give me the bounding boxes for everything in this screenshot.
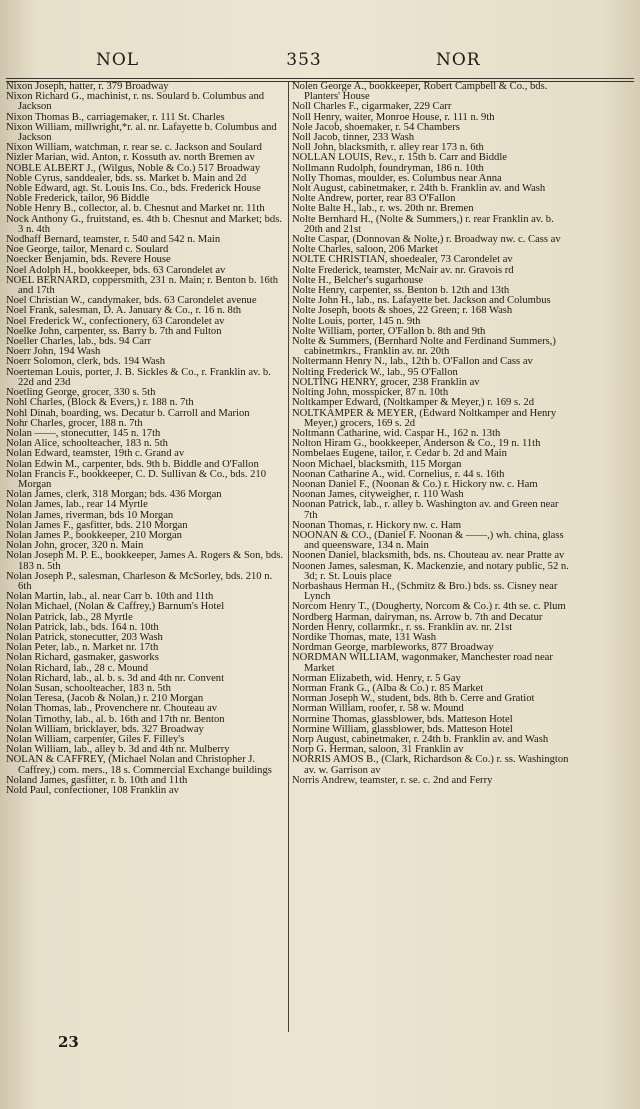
directory-entry: NOONAN & CO., (Daniel F. Noonan & ——,) wh. china, glass and queensware, 134 n. Main <box>292 529 564 552</box>
directory-entry: Noeller Charles, lab., bds. 94 Carr <box>6 336 152 348</box>
directory-entry: Nolan James, riverman, bds 10 Morgan <box>6 509 174 521</box>
directory-entry: Nolan Thomas, lab., Provenchere nr. Chouteau av <box>6 703 218 715</box>
directory-entry: Nolte Andrew, porter, rear 83 O'Fallon <box>292 193 456 205</box>
directory-entry: Nolan Peter, lab., n. Market nr. 17th <box>6 642 159 654</box>
directory-entry: Nolan Edwin M., carpenter, bds. 9th b. Biddle and O'Fallon <box>6 458 259 470</box>
header-rule-top <box>6 78 634 79</box>
directory-entry: Nolly Thomas, moulder, es. Columbus near Anna <box>292 172 502 184</box>
directory-entry: Noerr Solomon, clerk, bds. 194 Wash <box>6 356 166 368</box>
directory-entry: NORRIS AMOS B., (Clark, Richardson & Co.) r. ss. Washington av. w. Garrison av <box>292 754 569 776</box>
directory-entry: Nolan Joseph M. P. E., bookkeeper, James A. Rogers & Son, bds. 183 n. 5th <box>6 550 284 572</box>
directory-entry: Norman Joseph W., student, bds. 8th b. Cerre and Gratiot <box>292 693 535 705</box>
directory-entry: Noonen James, salesman, K. Mackenzie, and notary public, 52 n. 3d; r. St. Louis place <box>292 560 569 582</box>
directory-entry: NORDMAN WILLIAM, wagonmaker, Manchester road near Market <box>292 652 553 674</box>
directory-entry: Nixon Richard G., machinist, r. ns. Soulard b. Columbus and Jackson <box>6 91 265 113</box>
directory-entry: Nixon William, watchman, r. rear se. c. Jackson and Soulard <box>6 142 262 154</box>
signature-mark: 23 <box>58 1033 79 1051</box>
directory-entry: Nixon Thomas B., carriagemaker, r. 111 St. Charles <box>6 111 225 123</box>
directory-entry: Nolton Hiram G., bookkeeper, Anderson & Co., 19 n. 11th <box>292 438 541 450</box>
directory-entry: Nolte Joseph, boots & shoes, 22 Green; r. 168 Wash <box>292 305 513 317</box>
directory-entry: Norp August, cabinetmaker, r. 24th b. Franklin av. and Wash <box>292 734 549 745</box>
directory-entry: Nordman George, marbleworks, 877 Broadway <box>292 642 494 654</box>
directory-entry: Nolte Caspar, (Donnovan & Nolte,) r. Broadway nw. c. Cass av <box>292 234 561 246</box>
directory-entry: Nolan James P., bookkeeper, 210 Morgan <box>6 529 182 541</box>
directory-entry: Nolte Bernhard H., (Nolte & Summers,) r. rear Franklin av. b. 20th and 21st <box>292 213 554 235</box>
directory-entry: Norman Frank G., (Alba & Co.) r. 85 Market <box>292 682 484 694</box>
page-number: 353 <box>286 50 322 70</box>
directory-entry: Nohl Charles, (Block & Evers,) r. 188 n. 7th <box>6 397 194 409</box>
directory-entry: Normine Thomas, glassblower, bds. Matteson Hotel <box>292 713 513 725</box>
directory-entry: Nolan James, lab., rear 14 Myrtle <box>6 499 148 511</box>
directory-entry: Noerteman Louis, porter, J. B. Sickles & Co., r. Franklin av. b. 22d and 23d <box>6 366 271 388</box>
directory-entry: Nordberg Harman, dairyman, ns. Arrow b. 7th and Decatur <box>292 611 543 623</box>
header-right-guide: NOR <box>436 50 481 70</box>
directory-entry: Nolan Michael, (Nolan & Caffrey,) Barnum's Hotel <box>6 601 225 613</box>
directory-entry: Nolan ——, stonecutter, 145 n. 17th <box>6 427 161 439</box>
directory-entry: Noland James, gasfitter, r. b. 10th and 11th <box>6 774 188 786</box>
directory-entry: Noe George, tailor, Menard c. Soulard <box>6 244 169 256</box>
column-divider <box>288 82 289 1032</box>
directory-entry: Noll Charles F., cigarmaker, 229 Carr <box>292 101 452 113</box>
directory-entry: NOLTING HENRY, grocer, 238 Franklin av <box>292 376 480 388</box>
directory-entry: Noonan Daniel F., (Noonan & Co.) r. Hickory nw. c. Ham <box>292 478 538 490</box>
directory-entry: Nold Paul, confectioner, 108 Franklin av <box>6 785 179 797</box>
running-header <box>0 48 640 72</box>
directory-entry: Noonan Thomas, r. Hickory nw. c. Ham <box>292 519 462 531</box>
directory-entry: NOLTE CHRISTIAN, shoedealer, 73 Carondelet av <box>292 254 513 266</box>
directory-entry: Nolan James, clerk, 318 Morgan; bds. 436 Morgan <box>6 489 222 501</box>
directory-entry: Nolan James F., gasfitter, bds. 210 Morgan <box>6 519 188 531</box>
directory-entry: Nolan Patrick, lab., bds. 164 n. 10th <box>6 621 159 633</box>
directory-entry: Nolting John, mosspicker, 87 n. 10th <box>292 387 449 399</box>
directory-entry: Norbashaus Herman H., (Schmitz & Bro.) bds. ss. Cisney near Lynch <box>292 580 558 603</box>
directory-entry: Noonan James, cityweigher, r. 110 Wash <box>292 489 464 501</box>
directory-entry: Noltermann Henry N., lab., 12th b. O'Fallon and Cass av <box>292 356 533 368</box>
directory-entry: Nolan Teresa, (Jacob & Nolan,) r. 210 Morgan <box>6 693 204 705</box>
directory-entry: Nolan William, carpenter, Giles F. Filley's <box>6 734 185 745</box>
directory-entry: NOLLAN LOUIS, Rev., r. 15th b. Carr and Biddle <box>292 152 507 164</box>
directory-entry: Nollmann Rudolph, foundryman, 186 n. 10th <box>292 162 484 174</box>
directory-entry: Nolan Patrick, lab., 28 Myrtle <box>6 611 133 623</box>
directory-entry: Noon Michael, blacksmith, 115 Morgan <box>292 458 462 470</box>
directory-entry: Noll Henry, waiter, Monroe House, r. 111 n. 9th <box>292 111 495 123</box>
directory-entry: Nixon Joseph, hatter, r. 379 Broadway <box>6 82 169 92</box>
directory-entry: Noble Cyrus, sanddealer, bds. ss. Market b. Main and 2d <box>6 172 247 184</box>
directory-entry: Nolan Martin, lab., al. near Carr b. 10th and 11th <box>6 591 214 603</box>
directory-entry: Nolan Richard, lab., 28 c. Mound <box>6 662 149 674</box>
directory-entry: Nizler Marian, wid. Anton, r. Kossuth av. north Bremen av <box>6 152 255 164</box>
directory-entry: Nolting Frederick W., lab., 95 O'Fallon <box>292 366 458 378</box>
directory-entry: Nolte Louis, porter, 145 n. 9th <box>292 315 421 327</box>
directory-entry: Nolte H., Belcher's sugarhouse <box>292 274 424 286</box>
directory-entry: Nolte William, porter, O'Fallon b. 8th and 9th <box>292 325 486 337</box>
directory-entry: Norcom Henry T., (Dougherty, Norcom & Co.) r. 4th se. c. Plum <box>292 601 566 613</box>
directory-entry: Nombelaes Eugene, tailor, r. Cedar b. 2d and Main <box>292 448 507 460</box>
directory-entry: Noll John, blacksmith, r. alley rear 173 n. 6th <box>292 142 484 154</box>
directory-entry: Nolan Timothy, lab., al. b. 16th and 17th nr. Benton <box>6 713 225 725</box>
directory-entry: Nolen George A., bookkeeper, Robert Campbell & Co., bds. Planters' House <box>292 82 548 103</box>
directory-entry: Nolte John H., lab., ns. Lafayette bet. Jackson and Columbus <box>292 295 551 307</box>
directory-entry: NOLTKAMPER & MEYER, (Edward Noltkamper and Henry Meyer,) grocers, 169 s. 2d <box>292 407 557 429</box>
directory-entry: Noelke John, carpenter, ss. Barry b. 7th and Fulton <box>6 325 222 337</box>
directory-entry: Nolan Richard, gasmaker, gasworks <box>6 652 159 664</box>
directory-entry: Nolan Susan, schoolteacher, 183 n. 5th <box>6 682 171 694</box>
directory-entry: Norman William, roofer, r. 58 w. Mound <box>292 703 464 715</box>
directory-entry: Nolte & Summers, (Bernhard Nolte and Ferdinand Summers,) cabinetmkrs., Franklin av. nr. 20th <box>292 336 556 358</box>
directory-entry: Norp G. Herman, saloon, 31 Franklin av <box>292 744 464 756</box>
directory-entry: Nolan William, lab., alley b. 3d and 4th nr. Mulberry <box>6 744 230 756</box>
directory-entry: Nolan Francis F., bookkeeper, C. D. Sullivan & Co., bds. 210 Morgan <box>6 468 267 490</box>
directory-entry: NOBLE ALBERT J., (Wilgus, Noble & Co.) 517 Broadway <box>6 162 261 174</box>
directory-entry: Noetling George, grocer, 330 s. 5th <box>6 387 156 399</box>
directory-entry: Nolan John, grocer, 320 n. Main <box>6 540 144 552</box>
directory-entry: Nolte Balte H., lab., r. ws. 20th nr. Bremen <box>292 203 474 215</box>
directory-entry: Nolan Richard, lab., al. b. s. 3d and 4th nr. Convent <box>6 672 225 684</box>
directory-entry: Nolan William, bricklayer, bds. 327 Broadway <box>6 723 204 735</box>
directory-entry: Norden Henry, collarmkr., r. ss. Franklin av. nr. 21st <box>292 621 513 633</box>
directory-entry: Noltmann Catharine, wid. Caspar H., 162 n. 13th <box>292 427 501 439</box>
right-column <box>292 82 572 1030</box>
directory-entry: Norman Elizabeth, wid. Henry, r. 5 Gay <box>292 672 461 684</box>
directory-entry: Noll Jacob, tinner, 233 Wash <box>292 132 415 144</box>
directory-entry: NOLAN & CAFFREY, (Michael Nolan and Christopher J. Caffrey,) com. mers., 18 s. Commercial Exchange buildings <box>6 754 272 776</box>
directory-entry: Noel Frank, salesman, D. A. January & Co., r. 16 n. 8th <box>6 305 242 317</box>
directory-entry: Noonan Catharine A., wid. Cornelius, r. 44 s. 16th <box>292 468 505 480</box>
directory-entry: Noble Edward, agt. St. Louis Ins. Co., bds. Frederick House <box>6 183 261 195</box>
directory-entry: Noonen Daniel, blacksmith, bds. ns. Chouteau av. near Pratte av <box>292 550 565 562</box>
directory-entry: Nixon William, millwright,*r. al. nr. Lafayette b. Columbus and Jackson <box>6 121 277 144</box>
directory-entry: Noonan Patrick, lab., r. alley b. Washington av. and Green near 7th <box>292 499 559 521</box>
directory-entry: Noble Henry B., collector, al. b. Chesnut and Market nr. 11th <box>6 203 265 215</box>
directory-entry: Noel Frederick W., confectionery, 63 Carondelet av <box>6 315 225 327</box>
directory-entry: Nole Jacob, shoemaker, r. 54 Chambers <box>292 121 460 133</box>
directory-entry: Nordike Thomas, mate, 131 Wash <box>292 631 437 643</box>
directory-entry: Nohr Charles, grocer, 188 n. 7th <box>6 417 143 429</box>
directory-entry: Nolan Alice, schoolteacher, 183 n. 5th <box>6 438 168 450</box>
directory-entry: Nolte Frederick, teamster, McNair av. nr. Gravois rd <box>292 264 514 276</box>
directory-entry: Nolan Edward, teamster, 19th c. Grand av <box>6 448 185 460</box>
directory-entry: Nock Anthony G., fruitstand, es. 4th b. Chesnut and Market; bds. 3 n. 4th <box>6 213 282 235</box>
directory-entry: Norris Andrew, teamster, r. se. c. 2nd and Ferry <box>292 774 493 786</box>
directory-entry: Normine William, glassblower, bds. Matteson Hotel <box>292 723 513 735</box>
directory-entry: Noltkamper Edward, (Noltkamper & Meyer,) r. 169 s. 2d <box>292 397 534 409</box>
directory-entry: Noble Frederick, tailor, 96 Biddle <box>6 193 150 205</box>
directory-entry: Noecker Benjamin, bds. Revere House <box>6 254 171 266</box>
directory-entry: Nolt August, cabinetmaker, r. 24th b. Franklin av. and Wash <box>292 183 546 195</box>
directory-entry: Nodhaff Bernard, teamster, r. 540 and 542 n. Main <box>6 234 221 246</box>
directory-entry: Nolan Joseph P., salesman, Charleson & McSorley, bds. 210 n. 6th <box>6 570 273 592</box>
directory-entry: Nolte Charles, saloon, 206 Market <box>292 244 438 256</box>
directory-entry: Nolte Henry, carpenter, ss. Benton b. 12th and 13th <box>292 285 510 297</box>
directory-entry: Noel Christian W., candymaker, bds. 63 Carondelet avenue <box>6 295 257 307</box>
directory-entry: Nolan Patrick, stonecutter, 203 Wash <box>6 631 163 643</box>
directory-entry: Noel Adolph H., bookkeeper, bds. 63 Carondelet av <box>6 264 226 276</box>
left-column <box>6 82 285 1030</box>
directory-entry: Noerr John, 194 Wash <box>6 346 101 358</box>
directory-entry: Nohl Dinah, boarding, ws. Decatur b. Carroll and Marion <box>6 407 250 419</box>
directory-entry: NOEL BERNARD, coppersmith, 231 n. Main; r. Benton b. 16th and 17th <box>6 274 279 297</box>
header-left-guide: NOL <box>96 50 140 70</box>
